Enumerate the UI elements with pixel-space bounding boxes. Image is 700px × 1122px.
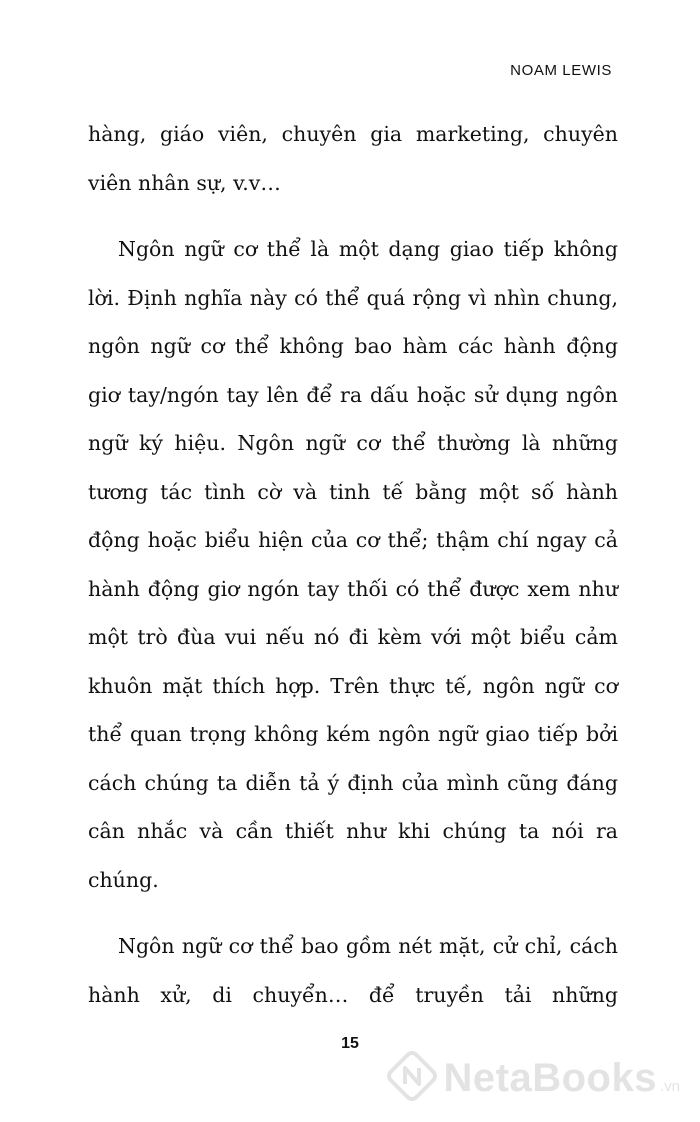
page-body bbox=[88, 110, 618, 1019]
page-number: 15 bbox=[341, 1035, 359, 1052]
paragraph-continued: hàng, giáo viên, chuyên gia marketing, chuyên viên nhân sự, v.v… bbox=[88, 122, 618, 195]
watermark-suffix: .vn bbox=[659, 1077, 680, 1095]
paragraph-body-language-definition: Ngôn ngữ cơ thể là một dạng giao tiếp không lời. Định nghĩa này có thể quá rộng vì nhìn chung, ngôn ngữ cơ thể không bao hàm các hành động giơ tay/ngón tay lên để ra dấu hoặc sử dụng ngôn ngữ ký hiệu. Ngôn ngữ cơ thể thường là những tương tác tình cờ và tinh tế bằng một số hành động hoặc biểu hiện của cơ thể; thậm chí ngay cả hành động giơ ngón tay thối có thể được xem như một trò đùa vui nếu nó đi kèm với một biểu cảm khuôn mặt thích hợp. Trên thực tế, ngôn ngữ cơ thể quan trọng không kém ngôn ngữ giao tiếp bởi cách chúng ta diễn tả ý định của mình cũng đáng cân nhắc và cần thiết như khi chúng ta nói ra chúng. bbox=[88, 237, 618, 892]
watermark-brand: NetaBooks bbox=[443, 1055, 657, 1100]
watermark bbox=[386, 1049, 680, 1107]
running-header-author: NOAM LEWIS bbox=[510, 62, 612, 79]
netabooks-logo-icon bbox=[386, 1050, 438, 1107]
paragraph-body-language-components: Ngôn ngữ cơ thể bao gồm nét mặt, cử chỉ, cách hành xử, di chuyển… để truyền tải những bbox=[88, 934, 618, 1007]
